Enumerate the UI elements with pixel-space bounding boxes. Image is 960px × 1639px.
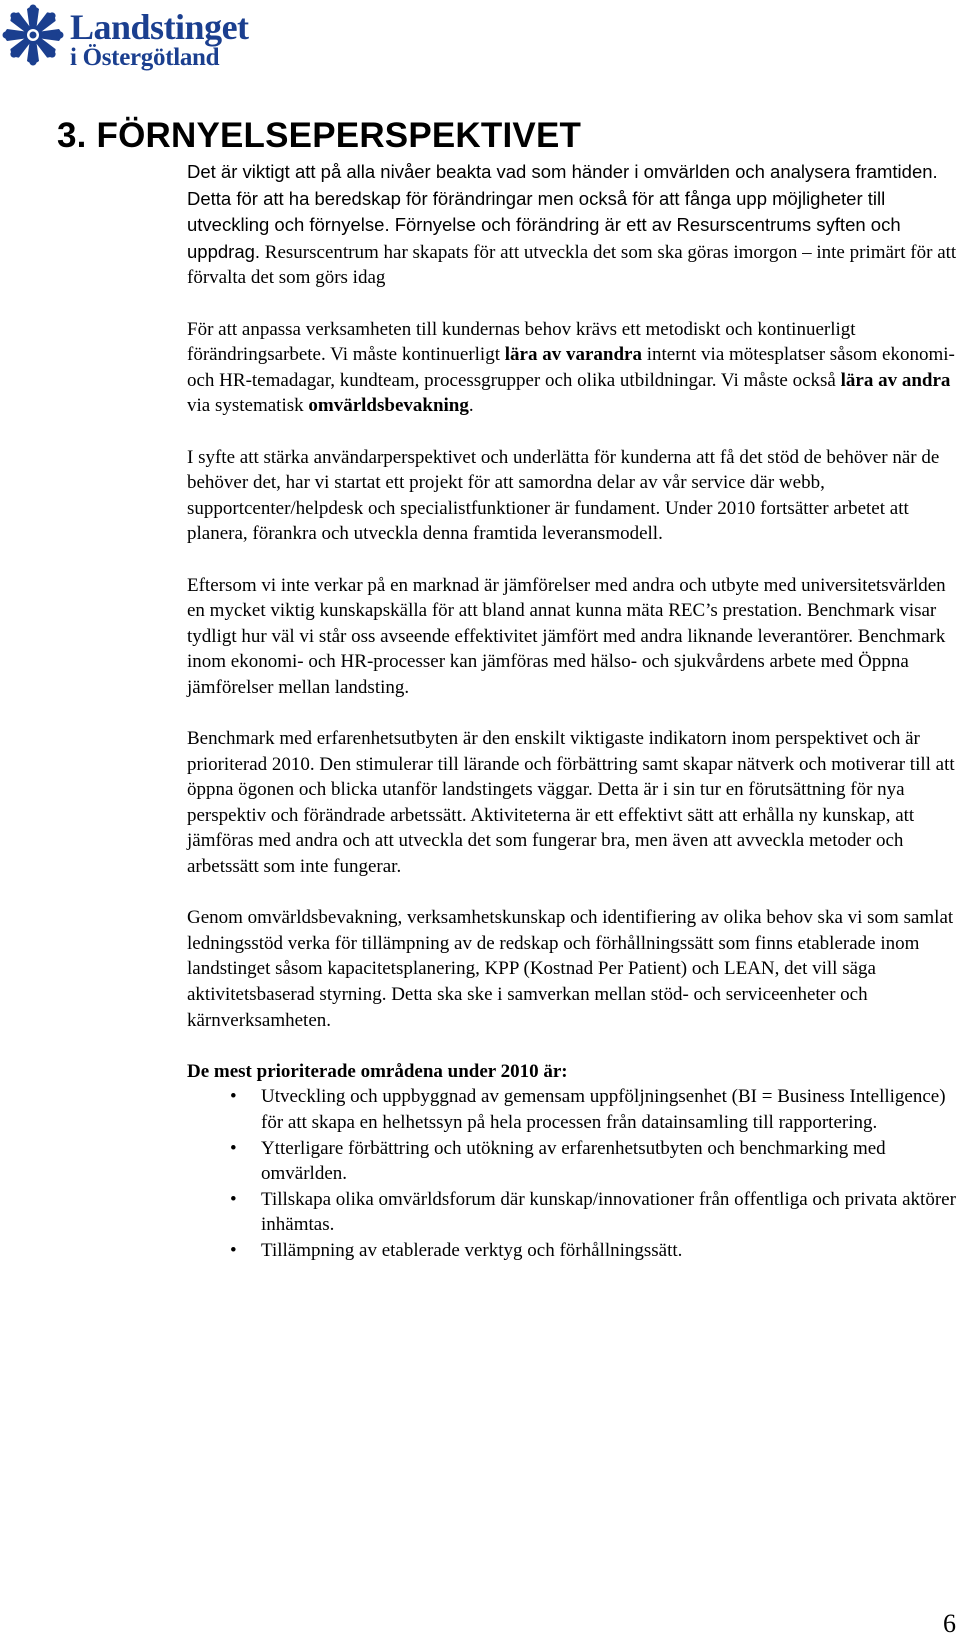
- page-number: 6: [943, 1609, 956, 1638]
- section-body: [187, 159, 957, 1264]
- learning-emphasis-2: lära av andra: [840, 369, 951, 391]
- section-heading: 3. FÖRNYELSEPERSPEKTIVET: [57, 116, 582, 155]
- user-perspective-paragraph: I syfte att stärka användarperspektivet och underlätta för kunderna att få det stöd de behöver när de behöver det, har vi startat ett projekt för att samordna delar av vår service där webb, supportcenter/helpdesk och specialistfunktioner är fundament. Under 2010 fortsätter arbetet att planera, förankra och utveckla denna framtida leveransmodell.: [187, 446, 940, 545]
- bullet-icon: •: [230, 1086, 237, 1108]
- list-item-text: Ytterligare förbättring och utökning av erfarenhetsutbyten och benchmarking med omvärlden.: [261, 1137, 886, 1185]
- learning-emphasis-1: lära av varandra: [504, 344, 642, 366]
- list-item-text: Tillämpning av etablerade verktyg och förhållningssätt.: [261, 1239, 683, 1261]
- learning-text-end: .: [468, 395, 474, 417]
- learning-emphasis-3: omvärldsbevakning: [308, 395, 469, 417]
- list-item: [0, 1136, 957, 1187]
- list-item: [0, 1187, 957, 1238]
- list-item-text: Utveckling och uppbyggnad av gemensam uppföljningsenhet (BI = Business Intelligence) för att skapa en helhetssyn på hela processen från datainsamling till rapportering.: [261, 1086, 946, 1133]
- learning-text-e: via systematisk: [187, 395, 309, 417]
- list-item-text: Tillskapa olika omvärldsforum där kunskap/innovationer från offentliga och privata aktörer inhämtas.: [261, 1188, 956, 1236]
- learning-paragraph: [187, 317, 957, 419]
- priorities-heading: [187, 1059, 957, 1085]
- bullet-icon: •: [230, 1188, 237, 1210]
- intro-text-sans: Det är viktigt att på alla nivåer beakta vad som händer i omvärlden och analysera framtiden. Detta för att ha beredskap för förändringar men också för att fånga upp möjligheter till utveckling och förnyelse. Förnyelse och förändring är ett av Resurscentrums syften och uppdrag.: [187, 161, 938, 262]
- intro-text-serif: Resurscentrum har skapats för att utveckla det som ska göras imorgon – inte primärt för att förvalta det som görs idag: [187, 241, 957, 289]
- bullet-icon: •: [230, 1137, 237, 1159]
- logo-title: Landstinget: [70, 7, 249, 47]
- monitoring-paragraph: Genom omvärldsbevakning, verksamhetskunskap och identifiering av olika behov ska vi som samlat ledningsstöd verka för tillämpning av de redskap och förhållningssätt som finns etablerade inom landstinget såsom kapacitetsplanering, KPP (Kostnad Per Patient) och LEAN, det vill säga aktivitetsbaserad styrning. Detta ska ske i samverkan mellan stöd- och serviceenheter och kärnverksamheten.: [187, 907, 954, 1031]
- list-item: [0, 1238, 957, 1264]
- benchmark-paragraph: Benchmark med erfarenhetsutbyten är den enskilt viktigaste indikatorn inom perspektivet och är prioriterad 2010. Den stimulerar till lärande och förbättring samt skapar nätverk och motiverar till att öppna ögonen och blicka utanför landstingets väggar. Detta är i sin tur en förutsättning för nya perspektiv och förändrade arbetssätt. Aktiviteterna är ett effektivt sätt att erhålla ny kunskap, att jämföras med andra och att utveckla det som fungerar bra, men även att avveckla metoder och arbetssätt som inte fungerar.: [187, 728, 955, 878]
- list-item: [0, 1084, 957, 1135]
- logo-subtitle: i Östergötland: [70, 44, 220, 71]
- learning-text-a: För att anpassa verksamheten till kundernas behov krävs ett metodiskt och kontinuerligt förändringsarbete. Vi måste kontinuerligt: [187, 318, 856, 366]
- intro-paragraph: [187, 159, 957, 291]
- organization-logo: [2, 4, 272, 71]
- priorities-heading-text: De mest prioriterade områdena under 2010 är:: [187, 1060, 568, 1082]
- snowflake-emblem-icon: [2, 4, 64, 66]
- bullet-icon: •: [230, 1239, 237, 1261]
- comparison-paragraph: Eftersom vi inte verkar på en marknad är jämförelser med andra och utbyte med universitetsvärlden en mycket viktig kunskapskälla för att bland annat kunna mäta REC’s prestation. Benchmark visar tydligt hur väl vi står oss avseende effektivitet jämfört med andra liknande leverantörer. Benchmark inom ekonomi- och HR-processer kan jämföras med hälso- och sjukvårdens arbete med Öppna jämförelser mellan landsting.: [187, 574, 946, 698]
- learning-text-c: internt via mötesplatser såsom ekonomi- och HR-temadagar, kundteam, processgrupper och olika utbildningar. Vi måste också: [187, 344, 955, 391]
- priorities-list: [187, 1084, 957, 1263]
